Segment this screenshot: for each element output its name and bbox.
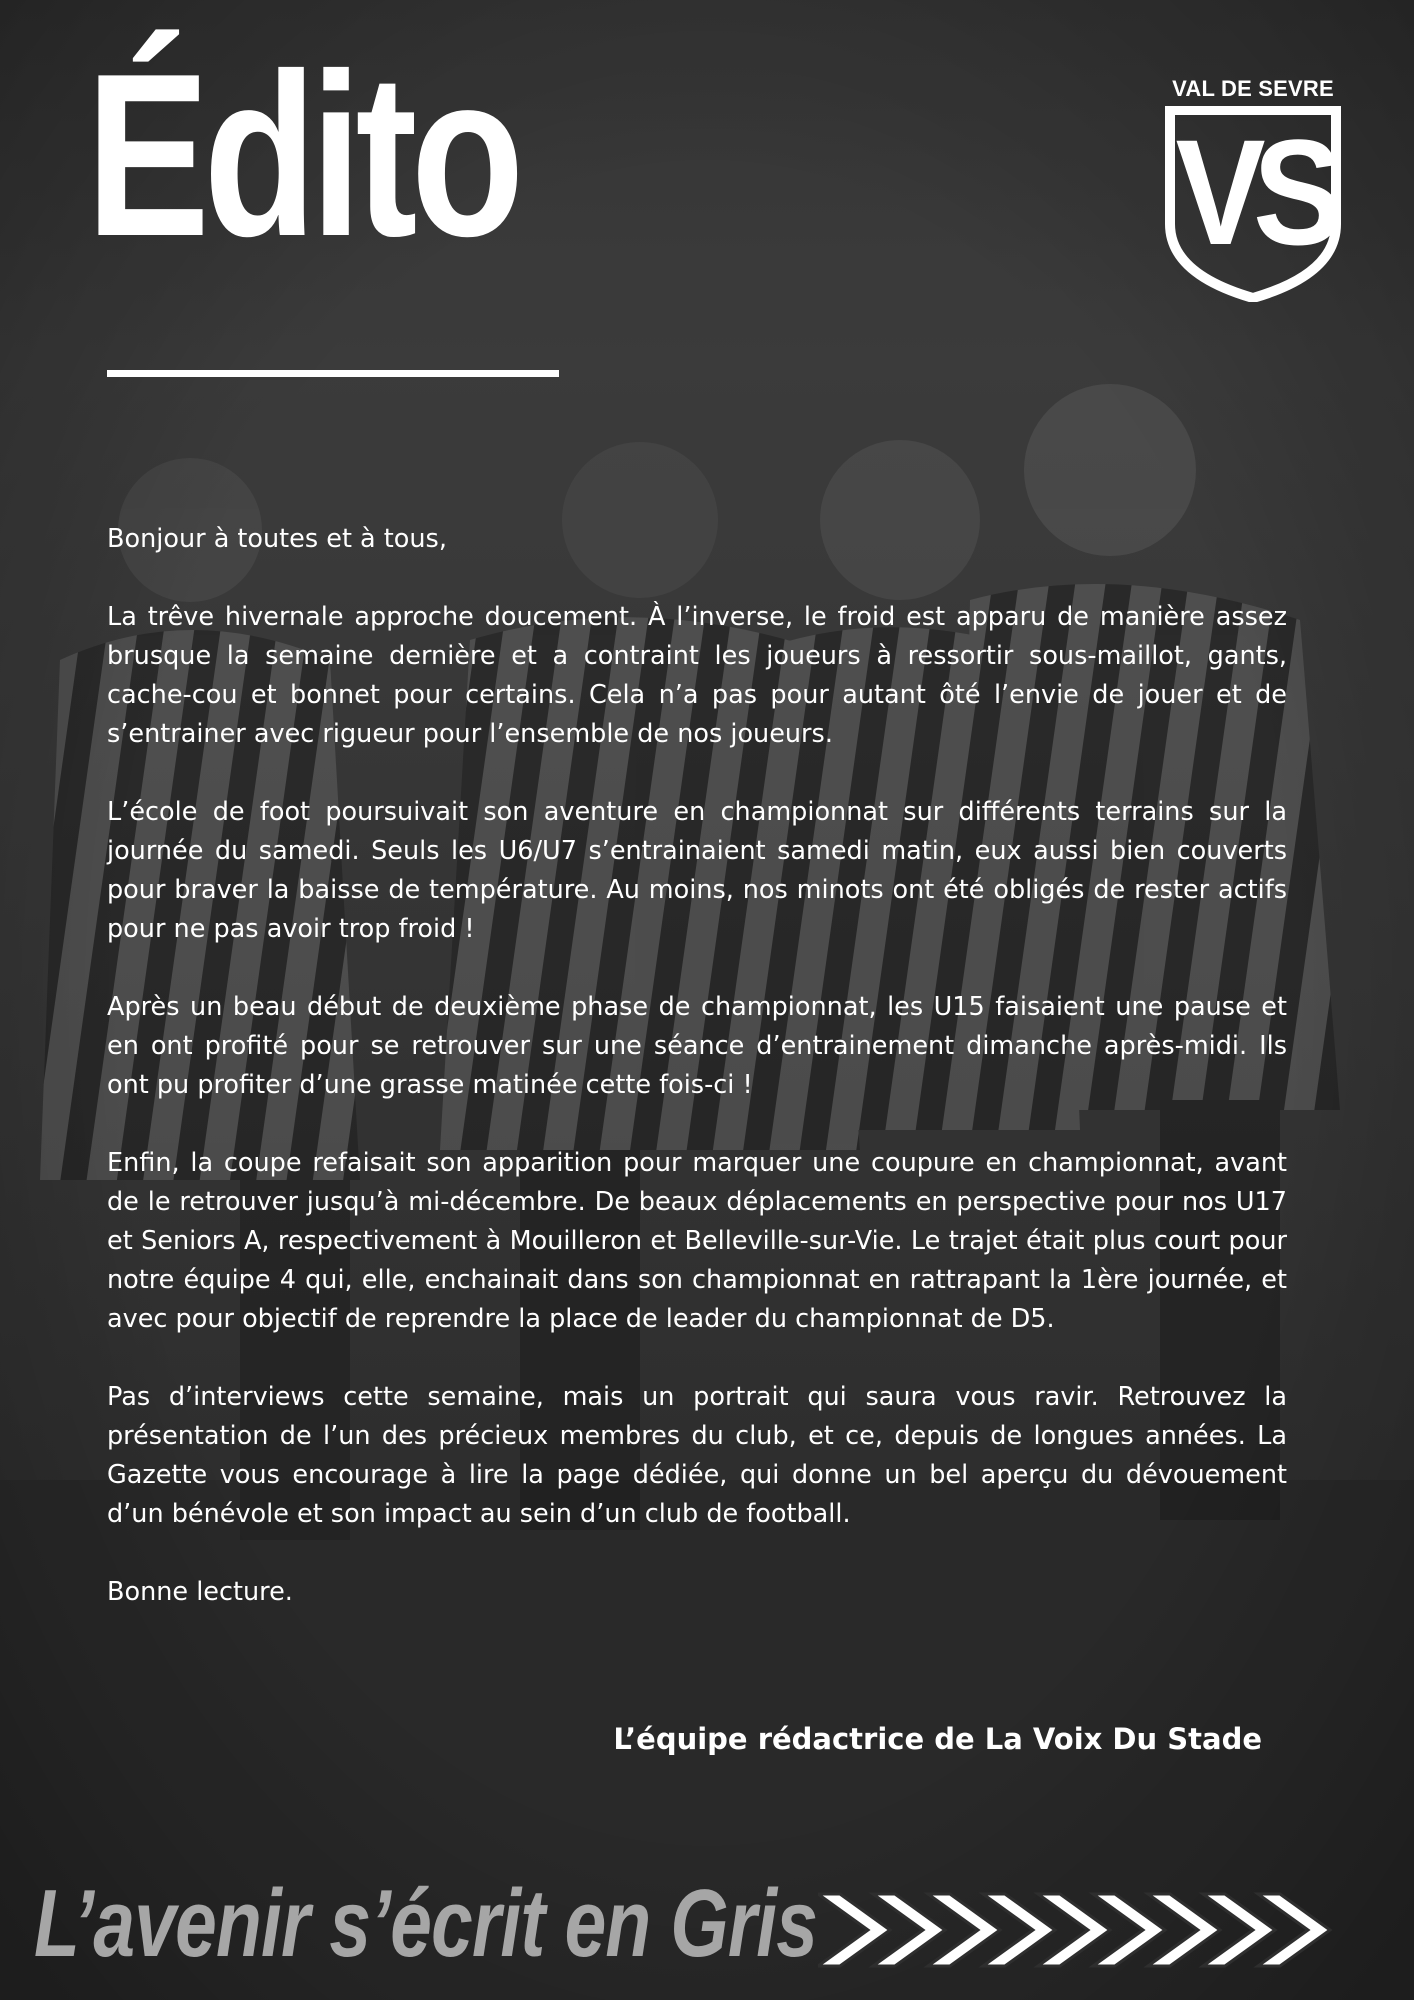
paragraph: L’école de foot poursuivait son aventure en championnat sur différents terrains sur la journée du samedi. Seuls les U6/U7 s’entrainaient samedi matin, eux aussi bien couverts pour braver la baisse de température. Au moins, nos minots ont été obligés de rester actifs pour ne pas avoir trop froid ! (107, 797, 1287, 944)
edito-text (107, 520, 1287, 1651)
page-title: Édito (86, 26, 518, 285)
footer-slogan: L’avenir s’écrit en Gris (34, 1870, 818, 1977)
paragraph: Après un beau début de deuxième phase de championnat, les U15 faisaient une pause et en ont profité pour se retrouver sur une séance d’entrainement dimanche après-midi. Ils ont pu profiter d’une grasse matinée cette fois-ci ! (107, 992, 1287, 1100)
chevron-arrows-icon (818, 1892, 1374, 1968)
chevron-arrow (818, 1894, 890, 1966)
signature: L’équipe rédactrice de La Voix Du Stade (613, 1722, 1262, 1756)
paragraph: Enfin, la coupe refaisait son apparition pour marquer une coupure en championnat, avant de le retrouver jusqu’à mi-décembre. De beaux déplacements en perspective pour nos U17 et Seniors A, respectivement à Mouilleron et Belleville-sur-Vie. Le trajet était plus court pour notre équipe 4 qui, elle, enchainait dans son championnat en rattrapant la 1ère journée, et avec pour objectif de reprendre la place de leader du championnat de D5. (107, 1148, 1287, 1334)
paragraph: La trêve hivernale approche doucement. À l’inverse, le froid est apparu de manière assez brusque la semaine dernière et a contraint les joueurs à ressortir sous-maillot, gants, cache-cou et bonnet pour certains. Cela n’a pas pour autant ôté l’envie de jouer et de s’entrainer avec rigueur pour l’ensemble de nos joueurs. (107, 602, 1287, 749)
greeting: Bonjour à toutes et à tous, (107, 524, 447, 554)
club-logo (1160, 76, 1346, 302)
club-crest-shield-icon (1160, 106, 1346, 302)
closing-line: Bonne lecture. (107, 1577, 293, 1607)
club-crest-initials: VS (1175, 109, 1331, 277)
club-name: VAL DE SEVRE (1172, 76, 1334, 101)
title-underline (107, 370, 559, 377)
paragraph: Pas d’interviews cette semaine, mais un portrait qui saura vous ravir. Retrouvez la présentation de l’un des précieux membres du club, et ce, depuis de longues années. La Gazette vous encourage à lire la page dédiée, qui donne un bel aperçu du dévouement d’un bénévole et son impact au sein d’un club de football. (107, 1382, 1287, 1529)
